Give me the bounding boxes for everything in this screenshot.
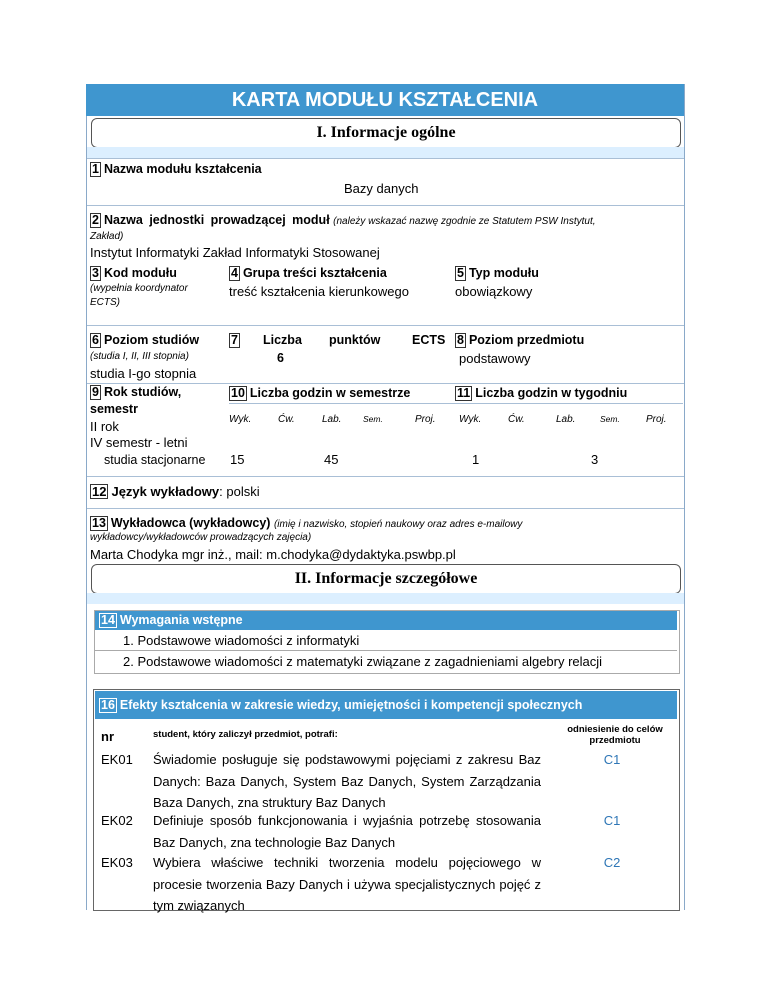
sem-value-wyk: 15: [230, 452, 245, 467]
effect-code: EK02: [101, 813, 133, 828]
week-header-wyk: Wyk.: [459, 414, 482, 425]
field-7-word-2: punktów: [329, 333, 381, 347]
effect-text: Definiuje sposób funkcjonowania i wyjaśnia potrzebę stosowania Baz Danych, zna technologie Baz Danych: [153, 813, 541, 850]
effect-code: EK03: [101, 855, 133, 870]
field-9-label-2: semestr: [90, 402, 138, 416]
field-9-label: 9 Rok studiów,: [92, 385, 182, 399]
field-6-note: (studia I, II, III stopnia): [90, 351, 189, 362]
ects-value: 6: [277, 351, 284, 365]
subject-level-value: podstawowy: [459, 351, 531, 366]
field-13-label: 13 Wykładowca (wykładowcy) (imię i nazwisko, stopień naukowy oraz adres e-mailowy: [92, 516, 523, 530]
module-name-value: Bazy danych: [344, 181, 419, 196]
section-1-band: [87, 147, 684, 158]
field-2-label: 2 Nazwa jednostki prowadzącej moduł (należy wskazać nazwę zgodnie ze Statutem PSW Instytut,: [92, 213, 596, 227]
sem-header-lab: Lab.: [322, 414, 342, 425]
field-3-note-2: ECTS): [90, 297, 120, 308]
requirement-item: 1. Podstawowe wiadomości z informatyki: [95, 630, 677, 651]
field-16-header: 16 Efekty kształcenia w zakresie wiedzy, umiejętności i kompetencji społecznych: [95, 691, 677, 719]
col-nr: nr: [101, 729, 114, 744]
semester-value: IV semestr - letni: [90, 435, 188, 450]
week-header-proj: Proj.: [646, 414, 667, 425]
field-6-label: 6 Poziom studiów: [92, 333, 200, 347]
field-13-note: wykładowcy/wykładowców prowadzących zajęcia): [90, 532, 312, 543]
module-type-value: obowiązkowy: [455, 284, 533, 299]
effect-text: Świadomie posługuje się podstawowymi pojęciami z zakresu Baz Danych: Baza Danych, System Baz Danych, System Zarządzania Baza Danych, zna struktury Baz Danych: [153, 752, 541, 810]
effect-ref: C2: [603, 855, 621, 870]
sem-value-lab: 45: [324, 452, 339, 467]
lecturer-value: Marta Chodyka mgr inż., mail: m.chodyka@dydaktyka.pswbp.pl: [90, 547, 456, 562]
week-value-wyk: 1: [472, 452, 480, 467]
sem-header-cw: Ćw.: [278, 414, 295, 425]
unit-name-value: Instytut Informatyki Zakład Informatyki Stosowanej: [90, 245, 380, 260]
study-level-value: studia I-go stopnia: [90, 366, 197, 381]
effect-code: EK01: [101, 752, 133, 767]
field-2-note: Zakład): [90, 231, 124, 242]
content-group-value: treść kształcenia kierunkowego: [229, 284, 409, 299]
page-title: KARTA MODUŁU KSZTAŁCENIA: [86, 84, 684, 116]
year-value: II rok: [90, 419, 119, 434]
week-header-cw: Ćw.: [508, 414, 525, 425]
field-3-label: 3 Kod modułu: [92, 266, 177, 280]
study-mode-value: studia stacjonarne: [104, 453, 206, 467]
field-4-label: 4 Grupa treści kształcenia: [231, 266, 387, 280]
field-1-label: 1 Nazwa modułu kształcenia: [92, 162, 262, 176]
field-12: 12 Język wykładowy: polski: [92, 484, 260, 499]
sem-header-wyk: Wyk.: [229, 414, 252, 425]
effect-ref: C1: [603, 813, 621, 828]
week-value-lab: 3: [591, 452, 599, 467]
field-8-label: 8 Poziom przedmiotu: [457, 333, 585, 347]
week-header-lab: Lab.: [556, 414, 576, 425]
field-10-label: 10 Liczba godzin w semestrze: [231, 386, 411, 400]
section-1-heading: I. Informacje ogólne: [91, 118, 681, 148]
section-2-band: [87, 593, 684, 604]
week-header-sem: Sem.: [600, 414, 620, 424]
section-2-heading: II. Informacje szczegółowe: [91, 564, 681, 594]
effect-ref: C1: [603, 752, 621, 767]
field-7-word-3: ECTS: [412, 333, 446, 347]
sem-header-proj: Proj.: [415, 414, 436, 425]
requirement-item: 2. Podstawowe wiadomości z matematyki związane z zagadnieniami algebry relacji: [95, 651, 677, 672]
field-7-num: 7: [231, 333, 238, 347]
field-3-note: (wypełnia koordynator: [90, 283, 188, 294]
field-5-label: 5 Typ modułu: [457, 266, 539, 280]
effect-text: Wybiera właściwe techniki tworzenia modelu pojęciowego w procesie tworzenia Bazy Danych i używa specjalistycznych pojęć z tym związanych: [153, 855, 541, 913]
field-14-header: 14 Wymagania wstępne: [95, 611, 677, 630]
col-ref: odniesienie do celów przedmiotu: [567, 724, 663, 746]
sem-header-sem: Sem.: [363, 414, 383, 424]
field-11-label: 11 Liczba godzin w tygodniu: [457, 386, 628, 400]
field-7-word-1: Liczba: [263, 333, 302, 347]
col-desc: student, który zaliczył przedmiot, potrafi:: [153, 729, 338, 740]
